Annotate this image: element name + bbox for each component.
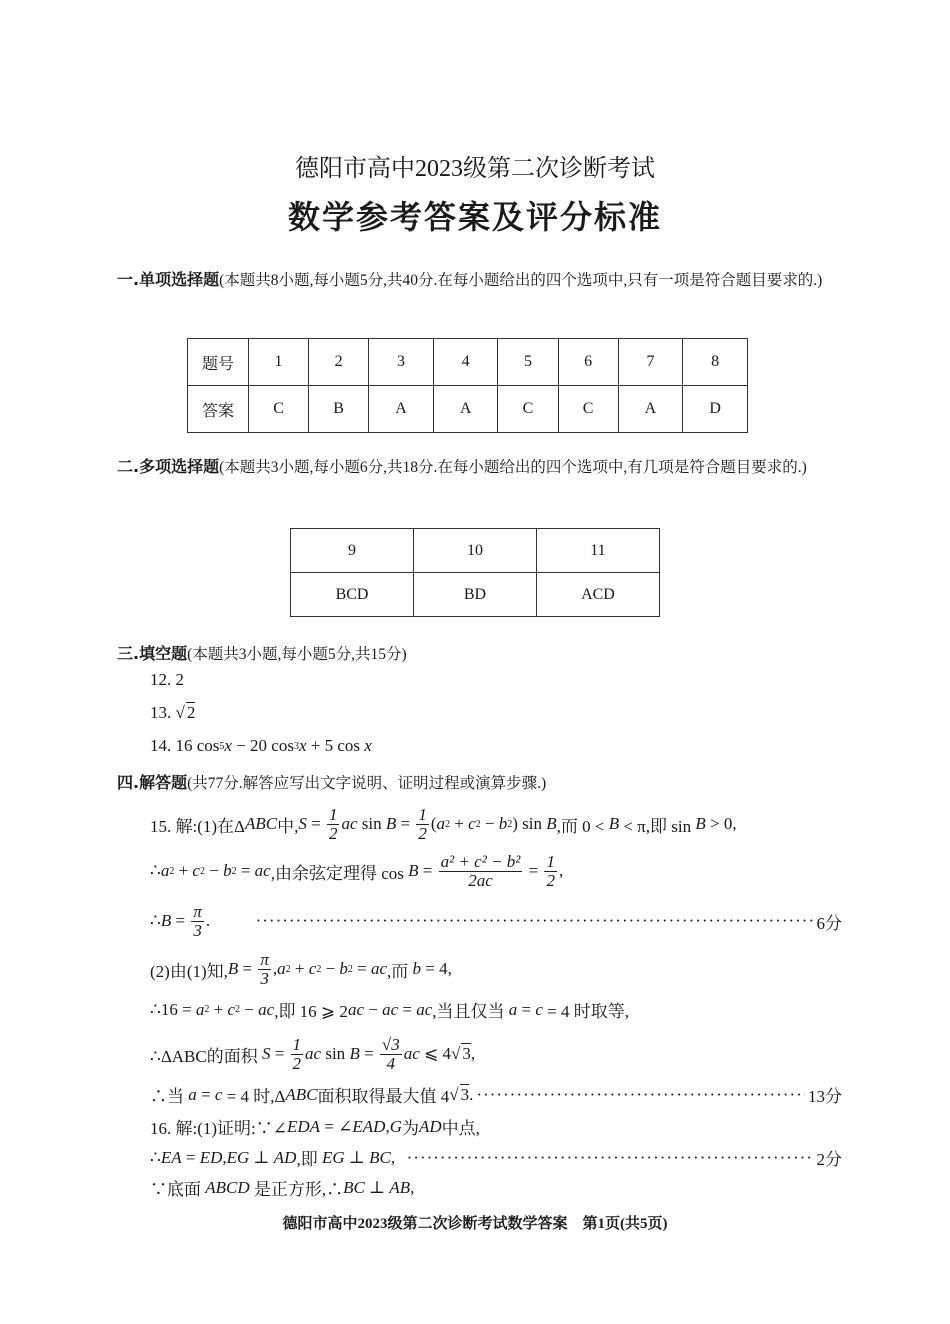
text: 为 — [401, 1119, 419, 1138]
denominator: 3 — [193, 920, 202, 940]
text: , — [272, 959, 278, 979]
text: (2)由(1)知, — [150, 961, 228, 981]
text: ) sin — [512, 814, 547, 834]
text: ,由余弦定理得 cos — [270, 863, 409, 883]
section-desc: (共77分.解答应写出文字说明、证明过程或演算步骤.) — [187, 775, 547, 792]
math-variable: EG — [226, 1147, 250, 1167]
exponent: 2 — [507, 818, 513, 830]
math-variable: ac — [258, 999, 275, 1019]
text: ⩽ 4 — [419, 1044, 452, 1064]
math-variable: c — [308, 959, 317, 979]
math-variable: ABCD — [205, 1177, 250, 1197]
text: , — [470, 1044, 476, 1064]
row-label: 答案 — [188, 386, 249, 433]
math-variable: b — [498, 814, 508, 834]
table-row — [291, 573, 660, 617]
text: 12. 2 — [150, 670, 184, 689]
numerator: 1 — [292, 1035, 302, 1054]
question-number: 6 — [558, 339, 618, 386]
math-variable: B — [160, 911, 172, 931]
text: ,即 — [296, 1150, 322, 1169]
answer-cell: D — [683, 386, 748, 433]
exponent: 2 — [316, 963, 322, 975]
solution-line — [150, 903, 842, 940]
answer-cell: C — [249, 386, 309, 433]
question-number: 7 — [618, 339, 683, 386]
text: = — [306, 814, 325, 834]
math-variable: B — [349, 1044, 360, 1064]
text: = — [418, 861, 437, 881]
math-variable: EA — [160, 1147, 182, 1167]
exponent: 2 — [475, 818, 481, 830]
text: ∴当 — [150, 1087, 189, 1106]
table-row — [188, 386, 748, 433]
numerator: 1 — [546, 852, 555, 871]
text: = ∠ — [320, 1116, 353, 1136]
exponent: 2 — [199, 865, 205, 877]
text: . — [205, 911, 253, 931]
text: 中点, — [441, 1119, 480, 1138]
dot-leader — [476, 1085, 805, 1105]
math-variable: ED — [199, 1147, 223, 1167]
text: − — [363, 999, 383, 1019]
question-number: 5 — [498, 339, 558, 386]
text: ( — [430, 814, 437, 834]
text: − — [240, 999, 259, 1019]
text: = 4 时,Δ — [222, 1087, 286, 1106]
text: + 5 cos — [306, 736, 365, 755]
math-variable: B — [695, 814, 706, 834]
math-variable: BC — [369, 1147, 391, 1167]
math-variable: G — [389, 1116, 402, 1136]
math-variable: a — [508, 999, 518, 1019]
math-variable: AD — [418, 1116, 442, 1136]
text: 13. — [150, 703, 176, 722]
text: sin — [321, 1044, 350, 1064]
square-root — [449, 1085, 469, 1105]
section-4-heading — [117, 767, 842, 799]
text: 面积取得最大值 4 — [317, 1087, 450, 1106]
section-title: 四.解答题 — [117, 773, 188, 792]
fraction — [291, 1036, 304, 1073]
text: sin — [357, 814, 386, 834]
solution-line — [150, 1175, 842, 1200]
text: , — [410, 1177, 415, 1197]
section-2-heading — [117, 451, 842, 483]
solution-line — [150, 951, 842, 988]
math-variable: B — [546, 814, 557, 834]
text: + — [449, 814, 469, 834]
text: ⊥ — [364, 1177, 390, 1197]
question-number: 2 — [309, 339, 369, 386]
text: , — [385, 1116, 390, 1136]
text: = 4, — [421, 959, 452, 979]
section-1-heading — [117, 264, 842, 296]
text: = — [196, 1084, 215, 1104]
math-variable: ac — [403, 1044, 420, 1064]
math-variable: ac — [347, 999, 364, 1019]
numerator: π — [260, 950, 269, 969]
denominator: 2ac — [468, 870, 493, 890]
text: = — [359, 1044, 378, 1064]
solution-line — [150, 1082, 842, 1107]
single-choice-answer-table — [187, 338, 748, 433]
math-variable: ac — [341, 814, 358, 834]
radicand: 3 — [462, 1044, 471, 1064]
text: ⊥ — [344, 1147, 370, 1167]
text: 14. 16 cos — [150, 736, 220, 755]
exponent: 2 — [235, 1004, 241, 1015]
fraction — [544, 853, 557, 890]
solution-line — [150, 670, 842, 690]
score: 2分 — [816, 1150, 842, 1169]
math-variable: B — [385, 814, 397, 834]
numerator: √3 — [381, 1035, 400, 1054]
fraction — [416, 806, 429, 843]
score: 6分 — [816, 913, 842, 933]
math-variable: b — [223, 861, 232, 881]
math-variable: ac — [382, 999, 399, 1019]
question-number: 8 — [683, 339, 748, 386]
radical-sign: √ — [175, 703, 185, 722]
denominator: 2 — [292, 1053, 302, 1073]
answer-cell: ACD — [536, 573, 659, 617]
math-variable: B — [608, 814, 620, 834]
text: − — [321, 959, 340, 979]
text: = — [396, 814, 415, 834]
fraction — [258, 951, 271, 988]
math-variable: c — [468, 814, 476, 834]
section-desc: (本题共3小题,每小题6分,共18分.在每小题给出的四个选项中,有几项是符合题目要求的.) — [219, 459, 807, 476]
text: + — [290, 959, 309, 979]
exponent: 2 — [285, 963, 291, 975]
square-root — [176, 703, 196, 723]
numerator: 1 — [418, 805, 427, 824]
denominator: 3 — [260, 968, 269, 988]
text: 15. 解:(1)在Δ — [150, 816, 245, 836]
section-desc: (本题共8小题,每小题5分,共40分.在每小题给出的四个选项中,只有一项是符合题目要求的.) — [219, 272, 823, 289]
text: − 20 cos — [231, 736, 294, 755]
solution-line — [150, 853, 842, 890]
math-variable: x — [298, 736, 307, 755]
text: + — [174, 861, 193, 881]
answer-cell: C — [498, 386, 558, 433]
multi-choice-answer-table — [290, 528, 660, 617]
answer-cell: BD — [414, 573, 537, 617]
math-variable: S — [261, 1044, 271, 1064]
math-variable: a — [436, 814, 445, 834]
math-variable: b — [339, 959, 348, 979]
solution-line — [150, 703, 842, 723]
denominator: 2 — [328, 823, 338, 843]
text: ∴ — [150, 1147, 161, 1167]
math-variable: c — [227, 999, 236, 1019]
text: 是正方形,∴ — [249, 1180, 344, 1199]
answer-cell: BCD — [291, 573, 414, 617]
math-variable: BC — [343, 1177, 365, 1197]
math-variable: ABC — [285, 1084, 318, 1104]
text: = — [270, 1044, 289, 1064]
dot-leader — [407, 1148, 814, 1168]
text: − — [480, 814, 499, 834]
page-footer: 德阳市高中2023级第二次诊断考试数学答案 第1页(共5页) — [282, 1216, 668, 1232]
math-variable: EAD — [352, 1116, 386, 1136]
math-variable: AB — [389, 1177, 411, 1197]
text: = — [352, 959, 371, 979]
fraction — [191, 903, 204, 940]
math-variable: B — [227, 959, 239, 979]
radicand: 2 — [186, 703, 196, 722]
radical-sign: √ — [451, 1044, 461, 1064]
row-label: 题号 — [188, 339, 249, 386]
exponent: 2 — [169, 865, 175, 877]
math-variable: AD — [273, 1147, 297, 1167]
text: > 0, — [705, 814, 737, 834]
question-number: 9 — [291, 529, 414, 573]
math-variable: S — [298, 814, 307, 834]
text: . — [469, 1084, 474, 1104]
text: 16. 解:(1)证明:∵∠ — [150, 1119, 288, 1138]
denominator: 4 — [386, 1053, 396, 1073]
text: 中, — [277, 816, 299, 836]
solution-line — [150, 997, 842, 1022]
fraction — [380, 1036, 402, 1073]
solution-line — [150, 1114, 842, 1139]
math-variable: ac — [371, 959, 388, 979]
math-variable: b — [412, 959, 422, 979]
text: = 4 时取等, — [542, 1002, 629, 1021]
section-3-heading — [117, 638, 842, 670]
question-number: 10 — [414, 529, 537, 573]
text: , — [558, 861, 564, 881]
answer-cell: A — [433, 386, 498, 433]
text: < π,即 sin — [619, 816, 696, 836]
question-number: 3 — [369, 339, 434, 386]
numerator: π — [193, 902, 202, 921]
fraction — [439, 853, 523, 890]
text: , — [222, 1147, 227, 1167]
fraction — [327, 806, 340, 843]
math-variable: ac — [416, 999, 433, 1019]
math-variable: c — [192, 861, 200, 881]
text: ∴ — [150, 911, 161, 931]
table-row — [291, 529, 660, 573]
square-root — [451, 1044, 471, 1064]
text: ,而 0 < — [556, 816, 609, 836]
exponent: 2 — [347, 963, 353, 975]
numerator: a² + c² − b² — [440, 852, 521, 871]
radicand: 3 — [460, 1084, 470, 1104]
math-variable: ac — [254, 861, 271, 881]
text: ∵底面 — [150, 1180, 206, 1199]
text: ∴ — [150, 861, 161, 881]
denominator: 2 — [546, 870, 555, 890]
text: , — [390, 1147, 404, 1167]
math-variable: x — [224, 736, 232, 755]
section-title: 一.单项选择题 — [117, 270, 220, 289]
math-variable: a — [160, 861, 170, 881]
solution-line — [150, 736, 842, 756]
math-variable: B — [408, 861, 419, 881]
text: + — [209, 999, 228, 1019]
math-variable: a — [277, 959, 286, 979]
exponent: 5 — [219, 740, 225, 752]
text: = — [398, 999, 417, 1019]
exam-title: 德阳市高中2023级第二次诊断考试 — [295, 156, 655, 182]
numerator: 1 — [328, 805, 338, 824]
solution-line — [150, 1145, 842, 1170]
exponent: 2 — [444, 818, 450, 830]
text: ⊥ — [249, 1147, 274, 1167]
document-title: 数学参考答案及评分标准 — [287, 198, 662, 236]
text: − — [204, 861, 224, 881]
math-variable: a — [188, 1084, 197, 1104]
dot-leader — [256, 911, 814, 931]
denominator: 2 — [418, 823, 427, 843]
text: = — [181, 1147, 200, 1167]
table-row — [188, 339, 748, 386]
solution-line — [150, 1036, 842, 1073]
question-number: 11 — [536, 529, 659, 573]
math-variable: x — [364, 736, 372, 755]
text: ∴16 = — [150, 999, 196, 1019]
question-number: 4 — [433, 339, 498, 386]
answer-cell: C — [558, 386, 618, 433]
answer-cell: B — [309, 386, 369, 433]
text: ,而 — [387, 961, 413, 981]
math-variable: a — [195, 999, 205, 1019]
math-variable: ac — [305, 1044, 322, 1064]
math-variable: c — [214, 1084, 223, 1104]
exponent: 3 — [293, 740, 299, 752]
math-variable: EDA — [287, 1116, 321, 1136]
exponent: 2 — [204, 1004, 210, 1015]
section-title: 二.多项选择题 — [117, 457, 220, 476]
question-number: 1 — [249, 339, 309, 386]
answer-cell: A — [618, 386, 683, 433]
math-variable: c — [535, 999, 543, 1019]
text: = — [171, 911, 190, 931]
section-title: 三.填空题 — [117, 644, 188, 663]
answer-cell: A — [369, 386, 434, 433]
math-variable: EG — [321, 1147, 345, 1167]
exponent: 2 — [231, 865, 237, 877]
text: = — [238, 959, 257, 979]
text: = — [524, 861, 543, 881]
score: 13分 — [808, 1087, 842, 1106]
text: = — [517, 999, 536, 1019]
math-variable: ABC — [244, 814, 278, 834]
section-desc: (本题共3小题,每小题5分,共15分) — [187, 646, 407, 663]
text: ,当且仅当 — [432, 1002, 509, 1021]
text: ∴ΔABC的面积 — [150, 1046, 262, 1066]
text: ,即 16 ⩾ 2 — [274, 1002, 348, 1021]
radical-sign: √ — [449, 1084, 459, 1104]
solution-line — [150, 806, 842, 843]
text: = — [236, 861, 255, 881]
